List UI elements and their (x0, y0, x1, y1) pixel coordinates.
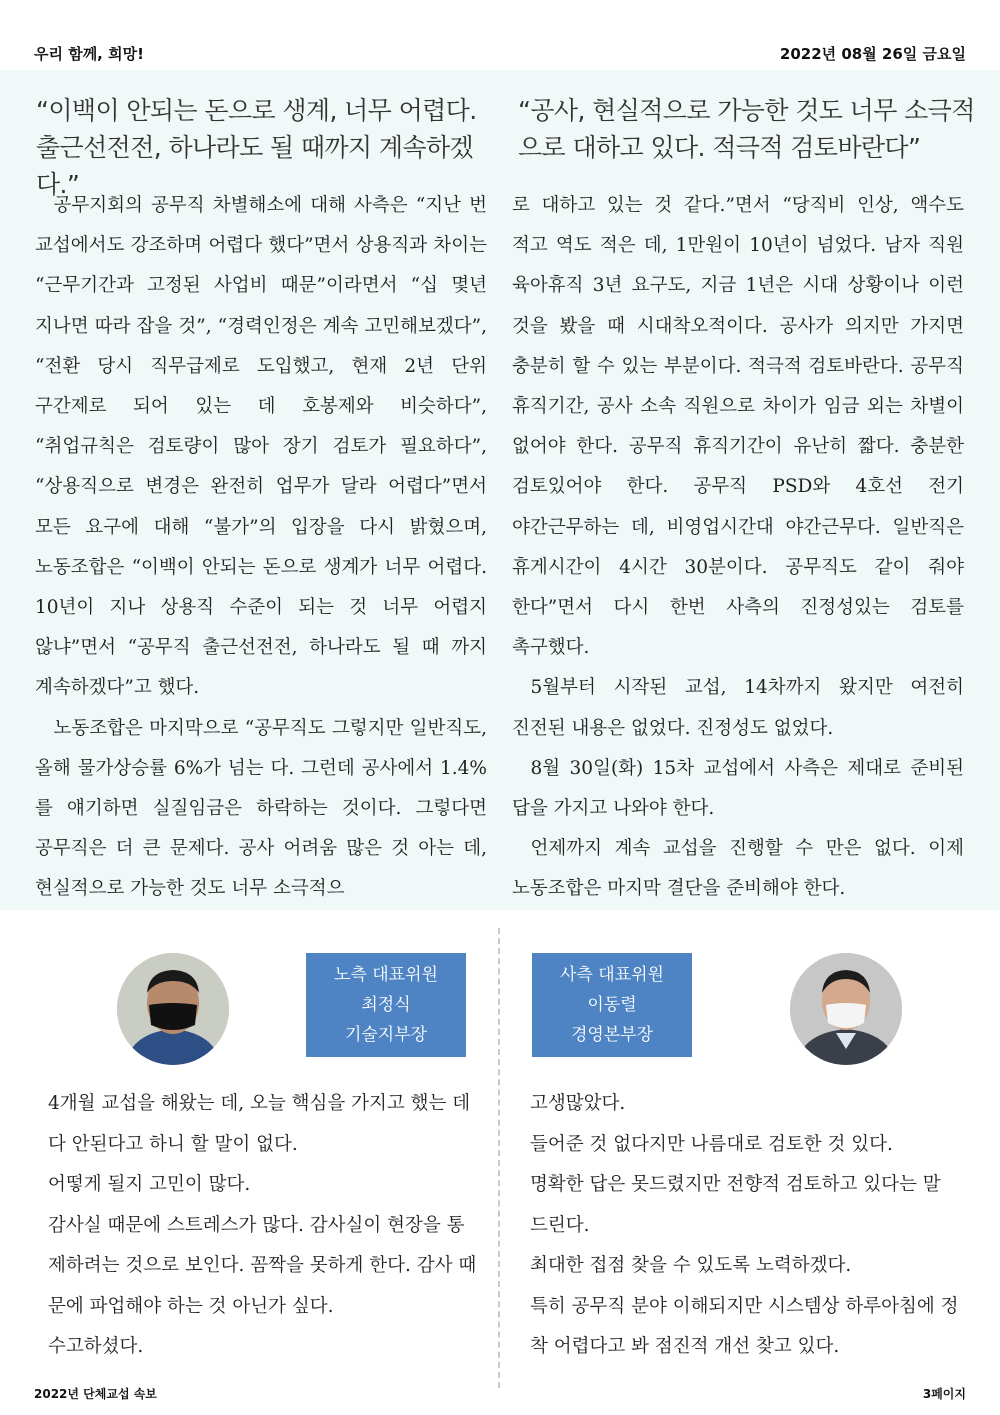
labor-rep-photo (117, 953, 229, 1065)
labor-rep-role: 노측 대표위원 (334, 965, 438, 985)
quote-line: 최대한 접점 찾을 수 있도록 노력하겠다. (530, 1255, 852, 1276)
quote-line: 명확한 답은 못드렸지만 전향적 검토하고 있다는 말 드린다. (530, 1174, 941, 1236)
article-paragraph: 노동조합은 마지막으로 “공무직도 그렇지만 일반직도, 올해 물가상승률 6%가 넘는 다. 그런데 공사에서 1.4%를 얘기하면 실질임금은 하락하는 것이다. 그렇다면 공무직은 더 큰 문제다. 공사 어려움 많은 것 아는 데, 현실적으로 가능한 것도 너무 소극적으 (35, 717, 487, 900)
quote-line: 4개월 교섭을 해왔는 데, 오늘 핵심을 가지고 했는 데 다 안된다고 하니 할 말이 없다. (48, 1093, 471, 1155)
mgmt-rep-name: 이동렬 (587, 995, 637, 1015)
article-paragraph: 공무지회의 공무직 차별해소에 대해 사측은 “지난 번 교섭에서도 강조하며 어렵다 했다”면서 상용직과 차이는 “근무기간과 고정된 사업비 때문”이라면서 “십 몇년 지나면 따라 잡을 것”, “경력인정은 계속 고민해보겠다”, “전환 당시 직무급제로 도입했고, 현재 2년 단위 구간제로 되어 있는 데 호봉제와 비슷하다”, “취업규칙은 검토량이 많아 장기 검토가 필요하다”, “상용직으로 변경은 완전히 업무가 달라 어렵다”면서 모든 요구에 대해 “불가”의 입장을 다시 밝혔으며, 노동조합은 “이백이 안되는 돈으로 생계가 너무 어렵다. 10년이 지나 상용직 수준이 되는 것 너무 어렵지 않냐”면서 “공무직 출근선전전, 하나라도 될 때 까지 계속하겠다”고 했다. (35, 195, 487, 699)
mgmt-rep-name-box (532, 953, 692, 1057)
mgmt-rep-quotes (530, 1084, 960, 1368)
footer-page-number: 3페이지 (922, 1387, 966, 1401)
headline-right-line-1: “공사, 현실적으로 가능한 것도 너무 소극적 (518, 96, 975, 125)
header-date: 2022년 08월 26일 금요일 (779, 45, 966, 63)
footer-publication: 2022년 단체교섭 속보 (34, 1387, 157, 1401)
column-divider (498, 928, 500, 1388)
quote-line: 들어준 것 없다지만 나름대로 검토한 것 있다. (530, 1133, 893, 1155)
labor-rep-title: 기술지부장 (344, 1025, 428, 1045)
quote-line: 수고하셨다. (48, 1336, 144, 1357)
person-with-mask-icon (790, 953, 902, 1065)
article-paragraph-continued: 로 대하고 있는 것 같다.”면서 “당직비 인상, 액수도 적고 역도 적은 데, 1만원이 10년이 넘었다. 남자 직원 육아휴직 3년 요구도, 지금 1년은 시대 상황이나 이런 것을 봤을 때 시대착오적이다. 공사가 의지만 가지면 충분히 할 수 있는 부분이다. 적극적 검토바란다. 공무직 휴직기간, 공사 소속 직원으로 차이가 임금 외는 차별이 없어야 한다. 공무직 휴직기간이 유난히 짧다. 충분한 검토있어야 한다. 공무직 PSD와 4호선 전기 야간근무하는 데, 비영업시간대 야간근무다. 일반직은 휴게시간이 4시간 30분이다. 공무직도 같이 줘야 한다”면서 다시 한번 사측의 진정성있는 검토를 촉구했다. (512, 195, 964, 659)
article-paragraph: 5월부터 시작된 교섭, 14차까지 왔지만 여전히 진전된 내용은 없었다. 진정성도 없었다. (512, 677, 964, 739)
headline-left-line-2: 출근선전전, 하나라도 될 때까지 계속하겠다.” (36, 133, 474, 199)
headline-left-line-1: “이백이 안되는 돈으로 생계, 너무 어렵다. (36, 96, 477, 125)
article-column-left (35, 186, 487, 910)
article-paragraph: 언제까지 계속 교섭을 진행할 수 만은 없다. 이제 노동조합은 마지막 결단을 준비해야 한다. (512, 838, 964, 900)
person-with-mask-icon (117, 953, 229, 1065)
header-slogan: 우리 함께, 희망! (34, 45, 144, 63)
quote-line: 감사실 때문에 스트레스가 많다. 감사실이 현장을 통제하려는 것으로 보인다. 꼼짝을 못하게 한다. 감사 때문에 파업해야 하는 것 아닌가 싶다. (48, 1214, 477, 1317)
page-header (0, 0, 1000, 70)
headline-right-line-2: 으로 대하고 있다. 적극적 검토바란다” (518, 133, 921, 162)
labor-rep-quotes (48, 1084, 478, 1368)
mgmt-rep-photo (790, 953, 902, 1065)
quote-line: 어떻게 될지 고민이 많다. (48, 1174, 251, 1195)
mgmt-rep-role: 사측 대표위원 (560, 965, 664, 985)
labor-rep-name: 최정식 (361, 995, 411, 1015)
article-column-right (512, 186, 964, 910)
labor-rep-name-box (306, 953, 466, 1057)
article-paragraph: 8월 30일(화) 15차 교섭에서 사측은 제대로 준비된 답을 가지고 나와야 한다. (512, 757, 964, 820)
mgmt-rep-title: 경영본부장 (570, 1025, 654, 1045)
headline-right (518, 92, 988, 166)
quote-line: 고생많았다. (530, 1093, 626, 1114)
quote-line: 특히 공무직 분야 이해되지만 시스템상 하루아침에 정착 어렵다고 봐 점진적 개선 찾고 있다. (530, 1295, 959, 1357)
